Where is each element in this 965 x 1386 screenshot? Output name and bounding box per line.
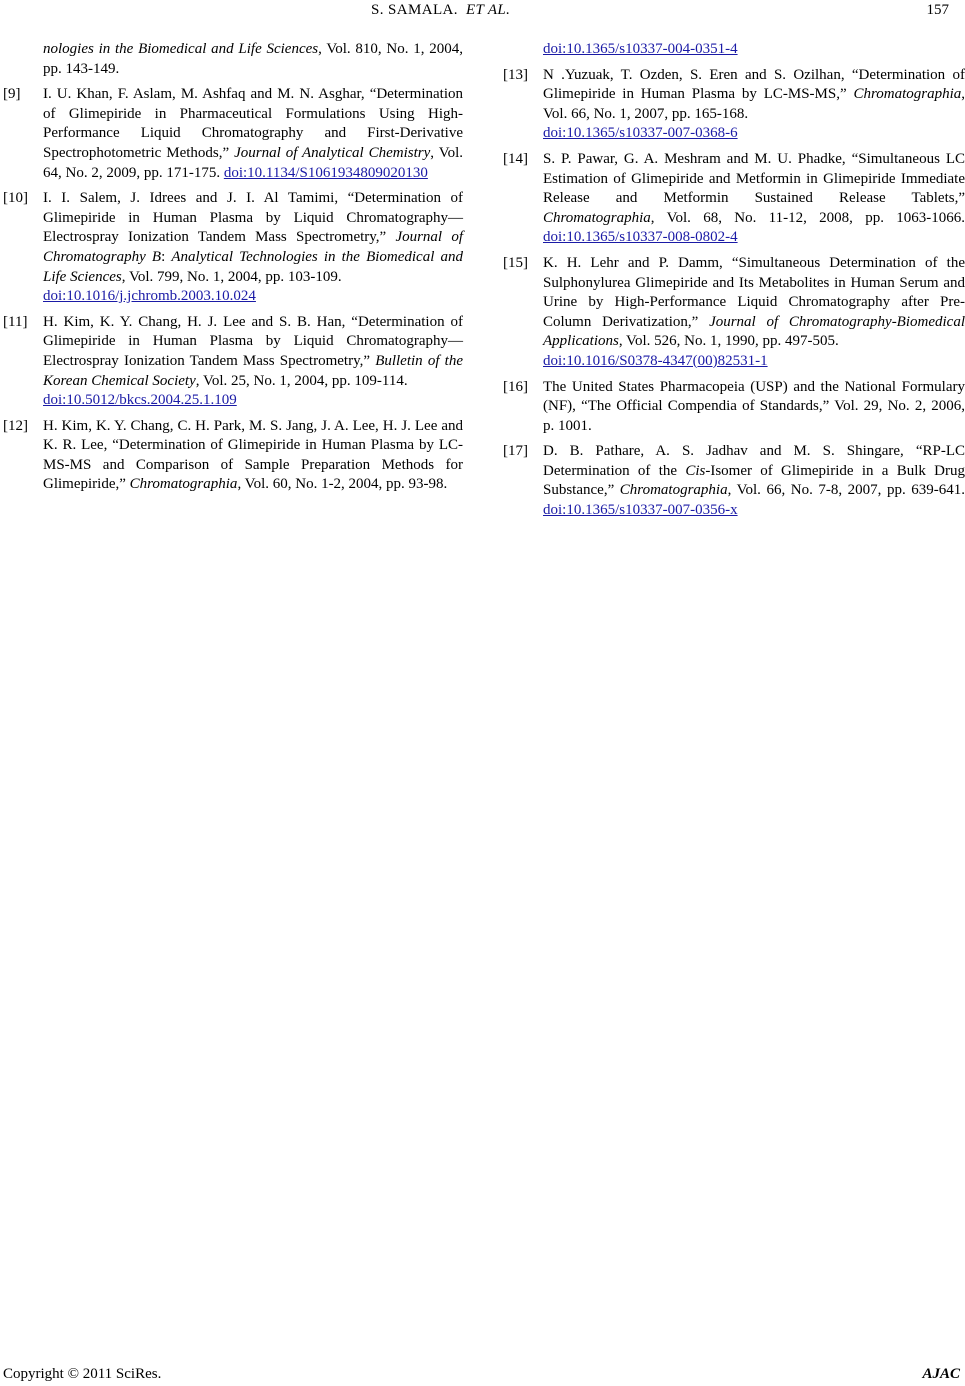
reference-9 [3, 85, 463, 183]
journal-title: nologies in the Biomedical and Life Sciences [43, 41, 319, 57]
reference-text: , Vol. 526, No. 1, 1990, pp. 497-505. [618, 333, 839, 350]
reference-text: H. Kim, K. Y. Chang, H. J. Lee and S. B. Han, “Determination of Glimepiride in Human Plasma by Liquid Chromatography—Electrospray Ionization Tandem Mass Spectrometry,” [43, 313, 463, 369]
reference-number: [9] [3, 86, 21, 103]
running-head-authors: S. SAMALA. [371, 2, 458, 18]
journal-abbreviation: AJAC [922, 1366, 960, 1382]
reference-text: I. U. Khan, F. Aslam, M. Ashfaq and M. N. Asghar, “Determination of Glimepiride in Pharmaceutical Formulations Using High-Performance Liquid Chromatography and First-Derivative Spectrophotometric Methods,” [43, 86, 463, 161]
reference-number: [11] [3, 313, 28, 330]
reference-text: I. I. Salem, J. Idrees and J. I. Al Tamimi, “Determination of Glimepiride in Human Plasma by Liquid Chromatography—Electrospray Ionization Tandem Mass Spectrometry,” [43, 190, 463, 246]
reference-10 [3, 189, 463, 307]
doi-link[interactable]: doi:10.1016/S0378-4347(00)82531-1 [543, 352, 768, 369]
journal-title: Chromatographia [619, 482, 728, 499]
page-number: 157 [926, 2, 949, 18]
doi-link[interactable]: doi:10.1016/j.jchromb.2003.10.024 [43, 288, 256, 305]
reference-text: , Vol. 810, No. 1, 2004, pp. 143-149. [43, 41, 463, 77]
reference-continuation [503, 40, 965, 60]
reference-text: , Vol. 66, No. 1, 2007, pp. 165-168. [543, 86, 965, 122]
reference-text: : [161, 248, 172, 265]
running-head [371, 2, 510, 19]
reference-text: , Vol. 60, No. 1-2, 2004, pp. 93-98. [237, 476, 448, 493]
reference-text: , Vol. 25, No. 1, 2004, pp. 109-114. [195, 372, 408, 389]
reference-number: [15] [503, 254, 528, 271]
doi-link[interactable]: doi:10.1365/s10337-007-0356-x [543, 502, 738, 519]
reference-number: [13] [503, 66, 528, 83]
reference-number: [12] [3, 417, 28, 434]
reference-text: -Isomer of Glimepiride in a Bulk Drug Substance,” [543, 462, 965, 499]
reference-text: , Vol. 68, No. 11-12, 2008, pp. 1063-1066. [650, 209, 965, 226]
reference-text: , Vol. 66, No. 7-8, 2007, pp. 639-641. [727, 482, 965, 499]
journal-title: Journal of Analytical Chemistry [234, 144, 431, 161]
reference-text: , Vol. 64, No. 2, 2009, pp. 171-175. [43, 144, 464, 181]
reference-number: [17] [503, 443, 528, 460]
reference-15 [503, 254, 965, 372]
reference-text: K. H. Lehr and P. Damm, “Simultaneous Determination of the Sulphonylurea Glimepiride and Its Metabolites in Human Serum and Urine by High-Performance Liquid Chromatography after Pre-Column Derivatization,” [543, 254, 965, 330]
copyright-notice: Copyright © 2011 SciRes. [3, 1366, 162, 1382]
journal-title: Chromatographia [543, 209, 651, 226]
journal-title: Journal of Chromatography-Biomedical Applications [543, 313, 965, 350]
journal-title: Chromatographia [129, 476, 238, 493]
reference-text: The United States Pharmacopeia (USP) and the National Formulary (NF), “The Official Compendia of Standards,” Vol. 29, No. 2, 2006, p. 1001. [543, 378, 965, 434]
doi-link[interactable]: doi:10.1365/s10337-007-0368-6 [543, 125, 738, 142]
reference-text: S. P. Pawar, G. A. Meshram and M. U. Phadke, “Simultaneous LC Estimation of Glimepiride and Metformin in Glimepiride Immediate Release and Metformin Sustained Release Tablets,” [543, 150, 965, 207]
journal-title: Analytical Technologies in the Biomedical and Life Sciences [43, 248, 463, 285]
reference-number: [14] [503, 150, 528, 167]
reference-text: D. B. Pathare, A. S. Jadhav and M. S. Shingare, “RP-LC Determination of the [543, 443, 965, 479]
reference-text: , Vol. 799, No. 1, 2004, pp. 103-109. [121, 268, 342, 285]
reference-17 [503, 442, 965, 520]
italic-term: Cis [685, 462, 706, 479]
reference-13 [503, 66, 965, 144]
reference-14 [503, 150, 965, 248]
running-head-et-al: ET AL. [465, 2, 511, 18]
reference-16 [503, 378, 965, 437]
reference-text: N .Yuzuak, T. Ozden, S. Eren and S. Ozilhan, “Determination of Glimepiride in Human Plasma by LC-MS-MS,” [543, 66, 965, 103]
reference-12 [3, 417, 463, 495]
right-column [503, 40, 965, 527]
doi-link[interactable]: doi:10.1365/s10337-004-0351-4 [543, 41, 738, 57]
reference-text: H. Kim, K. Y. Chang, C. H. Park, M. S. Jang, J. A. Lee, H. J. Lee and K. R. Lee, “Determination of Glimepiride in Human Plasma by LC-MS-MS and Comparison of Sample Preparation Methods for Glimepiride,” [43, 417, 463, 493]
journal-title: Journal of Chromatography B [43, 229, 463, 265]
doi-link[interactable]: doi:10.5012/bkcs.2004.25.1.109 [43, 392, 237, 409]
reference-number: [10] [3, 190, 28, 207]
doi-link[interactable]: doi:10.1365/s10337-008-0802-4 [543, 229, 738, 246]
page-header [0, 2, 965, 24]
doi-link[interactable]: doi:10.1134/S1061934809020130 [223, 164, 428, 181]
reference-number: [16] [503, 378, 528, 395]
journal-title: Bulletin of the Korean Chemical Society [43, 352, 464, 389]
reference-continuation [3, 40, 463, 79]
left-column [3, 40, 463, 501]
reference-11 [3, 313, 463, 411]
journal-title: Chromatographia [853, 86, 962, 103]
